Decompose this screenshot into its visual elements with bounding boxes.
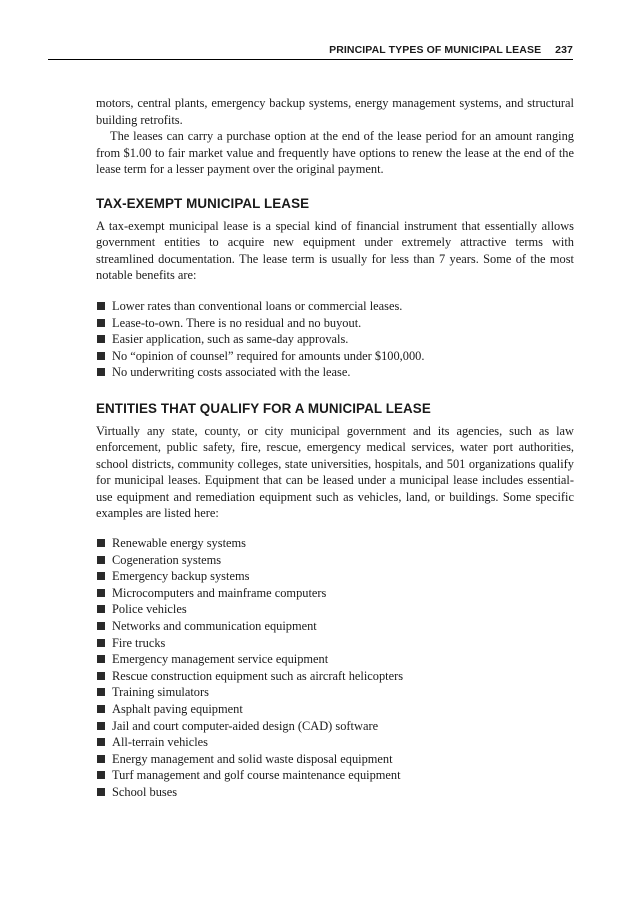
list-item bbox=[96, 331, 574, 348]
running-title: PRINCIPAL TYPES OF MUNICIPAL LEASE bbox=[329, 44, 542, 56]
bullet-square-icon bbox=[97, 722, 105, 730]
list-item bbox=[96, 668, 574, 685]
bullet-square-icon bbox=[97, 368, 105, 376]
list-item bbox=[96, 718, 574, 735]
list-item bbox=[96, 315, 574, 332]
tax-exempt-paragraph: A tax-exempt municipal lease is a special kind of financial instrument that essentially allows government entities to acquire new equipment under extremely attractive terms with streamlined documentation. The lease term is usually for less than 7 years. Some of the most notable benefits are: bbox=[96, 218, 574, 283]
list-item-text: Jail and court computer-aided design (CAD) software bbox=[112, 718, 379, 733]
bullet-square-icon bbox=[97, 572, 105, 580]
list-item bbox=[96, 684, 574, 701]
list-item-text: Police vehicles bbox=[112, 602, 187, 617]
list-item bbox=[96, 348, 574, 365]
list-item bbox=[96, 298, 574, 315]
intro-paragraph-continued: motors, central plants, emergency backup systems, energy management systems, and structural building retrofits. bbox=[96, 96, 574, 127]
bullet-square-icon bbox=[97, 755, 105, 763]
bullet-square-icon bbox=[97, 539, 105, 547]
bullet-square-icon bbox=[97, 352, 105, 360]
running-header bbox=[96, 44, 573, 56]
examples-list bbox=[96, 535, 574, 801]
list-item-text: Fire trucks bbox=[112, 635, 166, 650]
list-item-text: Microcomputers and mainframe computers bbox=[112, 585, 327, 600]
list-item-text: No “opinion of counsel” required for amounts under $100,000. bbox=[112, 348, 425, 363]
list-item-text: No underwriting costs associated with the lease. bbox=[112, 365, 351, 380]
entities-heading: ENTITIES THAT QUALIFY FOR A MUNICIPAL LEASE bbox=[96, 400, 431, 416]
benefits-list bbox=[96, 298, 574, 381]
list-item-text: School buses bbox=[112, 784, 178, 799]
list-item-text: Emergency backup systems bbox=[112, 569, 250, 584]
bullet-square-icon bbox=[97, 639, 105, 647]
list-item bbox=[96, 651, 574, 668]
list-item bbox=[96, 568, 574, 585]
bullet-square-icon bbox=[97, 655, 105, 663]
bullet-square-icon bbox=[97, 771, 105, 779]
body-content bbox=[96, 95, 574, 801]
header-rule bbox=[48, 59, 573, 60]
list-item bbox=[96, 364, 574, 381]
page-number: 237 bbox=[555, 44, 573, 56]
list-item-text: Rescue construction equipment such as aircraft helicopters bbox=[112, 668, 404, 683]
list-item-text: Networks and communication equipment bbox=[112, 619, 317, 634]
bullet-square-icon bbox=[97, 589, 105, 597]
bullet-square-icon bbox=[97, 605, 105, 613]
list-item bbox=[96, 635, 574, 652]
list-item bbox=[96, 618, 574, 635]
list-item-text: Lease-to-own. There is no residual and no buyout. bbox=[112, 315, 362, 330]
bullet-square-icon bbox=[97, 672, 105, 680]
list-item bbox=[96, 535, 574, 552]
bullet-square-icon bbox=[97, 788, 105, 796]
bullet-square-icon bbox=[97, 622, 105, 630]
bullet-square-icon bbox=[97, 302, 105, 310]
bullet-square-icon bbox=[97, 705, 105, 713]
list-item bbox=[96, 601, 574, 618]
list-item-text: Asphalt paving equipment bbox=[112, 702, 243, 716]
list-item-text: Cogeneration systems bbox=[112, 552, 222, 567]
list-item bbox=[96, 585, 574, 602]
list-item-text: All-terrain vehicles bbox=[112, 735, 208, 750]
list-item-text: Energy management and solid waste disposal equipment bbox=[112, 751, 393, 766]
list-item-text: Lower rates than conventional loans or commercial leases. bbox=[112, 298, 403, 313]
entities-paragraph: Virtually any state, county, or city municipal government and its agencies, such as law enforcement, public safety, fire, rescue, emergency medical services, water port authorities, school districts, community colleges, state universities, hospitals, and 501 organizations qualify for municipal leases. Equipment that can be leased under a municipal lease includes essential-use equipment and remediation equipment such as vehicles, land, or buildings. Some specific examples are listed here: bbox=[96, 423, 574, 521]
tax-exempt-heading: TAX-EXEMPT MUNICIPAL LEASE bbox=[96, 195, 310, 211]
list-item-text: Training simulators bbox=[112, 685, 209, 700]
list-item bbox=[96, 751, 574, 768]
list-item-text: Emergency management service equipment bbox=[112, 652, 329, 667]
list-item bbox=[96, 734, 574, 751]
bullet-square-icon bbox=[97, 335, 105, 343]
bullet-square-icon bbox=[97, 556, 105, 564]
list-item bbox=[96, 767, 574, 784]
list-item bbox=[96, 552, 574, 569]
list-item bbox=[96, 701, 574, 718]
list-item bbox=[96, 784, 574, 801]
list-item-text: Renewable energy systems bbox=[112, 536, 246, 551]
intro-paragraph-lease-options: The leases can carry a purchase option at the end of the lease period for an amount ranging from $1.00 to fair market value and frequently have options to renew the lease at the end of the lease term for a lesser payment over the original payment. bbox=[96, 129, 574, 177]
list-item-text: Easier application, such as same-day approvals. bbox=[112, 332, 349, 347]
bullet-square-icon bbox=[97, 738, 105, 746]
bullet-square-icon bbox=[97, 319, 105, 327]
list-item-text: Turf management and golf course maintenance equipment bbox=[112, 768, 401, 783]
bullet-square-icon bbox=[97, 688, 105, 696]
